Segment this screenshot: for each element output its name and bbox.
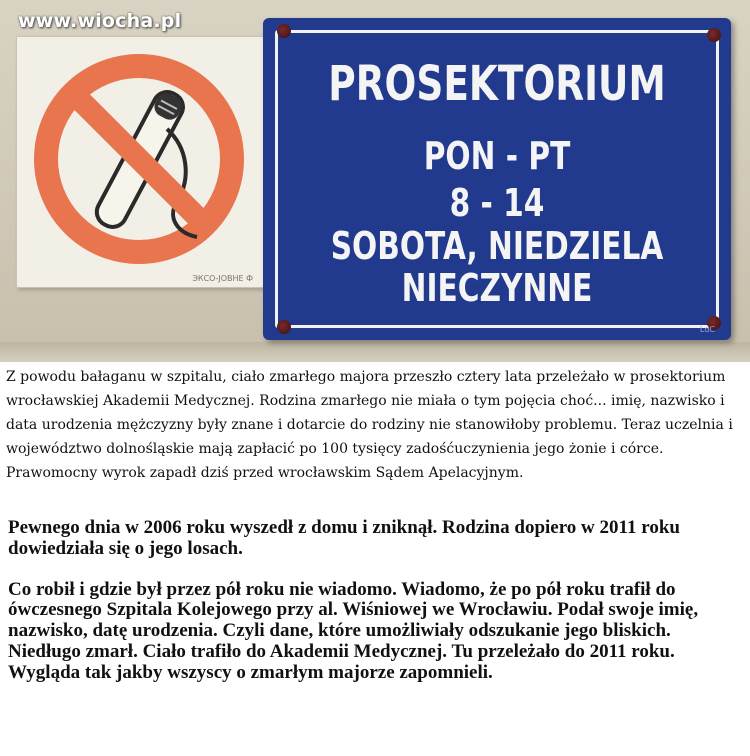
screw-icon [277,24,291,38]
screw-icon [707,28,721,42]
no-smoking-icon [17,37,263,287]
story [8,518,746,684]
story-paragraph-1: Pewnego dnia w 2006 roku wyszedł z domu i zniknął. Rodzina dopiero w 2011 roku dowiedziała się o jego losach. [8,517,680,559]
article [6,365,746,485]
sign-caption: ЭКСО-ЈОВНЕ Ф [192,274,253,283]
watermark: www.wiocha.pl [18,10,182,32]
plate-weekend: SOBOTA, NIEDZIELA [330,224,664,268]
plate-hours: 8 - 14 [449,181,545,225]
plate-days: PON - PT [423,134,571,178]
prosektorium-plate [263,18,731,340]
plate-title: PROSEKTORIUM [328,56,666,112]
article-paragraph: Z powodu bałaganu w szpitalu, ciało zmarłego majora przeszło cztery lata przeleżało w prosektorium wrocławskiej Akademii Medycznej. Rodzina zmarłego nie miała o tym pojęcia choć... imię, nazwisko i data urodzenia mężczyzny były znane i dotarcie do rodziny nie stanowiłoby problemu. Teraz uczelnia i województwo dolnośląskie mają zapłacić po 100 tysięcy zadośćuczynienia jego żonie i córce. Prawomocny wyrok zapadł dziś przed wrocławskim Sądem Apelacyjnym. [6,369,733,481]
wall-seam [0,342,750,362]
screw-icon [277,320,291,334]
story-paragraph-2: Co robił i gdzie był przez pół roku nie wiadomo. Wiadomo, że po pół roku trafił do ówczesnego Szpitala Kolejowego przy al. Wiśniowej we Wrocławiu. Podał swoje imię, nazwisko, datę urodzenia. Czyli dane, które umożliwiały odszukanie jego bliskich. Niedługo zmarł. Ciało trafiło do Akademii Medycznej. Tu przeleżało do 2011 roku. Wygląda tak jakby wszyscy o zmarłym majorze zapomnieli. [8,578,699,683]
no-smoking-sign [16,36,264,288]
plate-closed: NIECZYNNE [401,266,593,310]
photo [0,0,750,362]
plate-tag: LdC [699,325,715,334]
